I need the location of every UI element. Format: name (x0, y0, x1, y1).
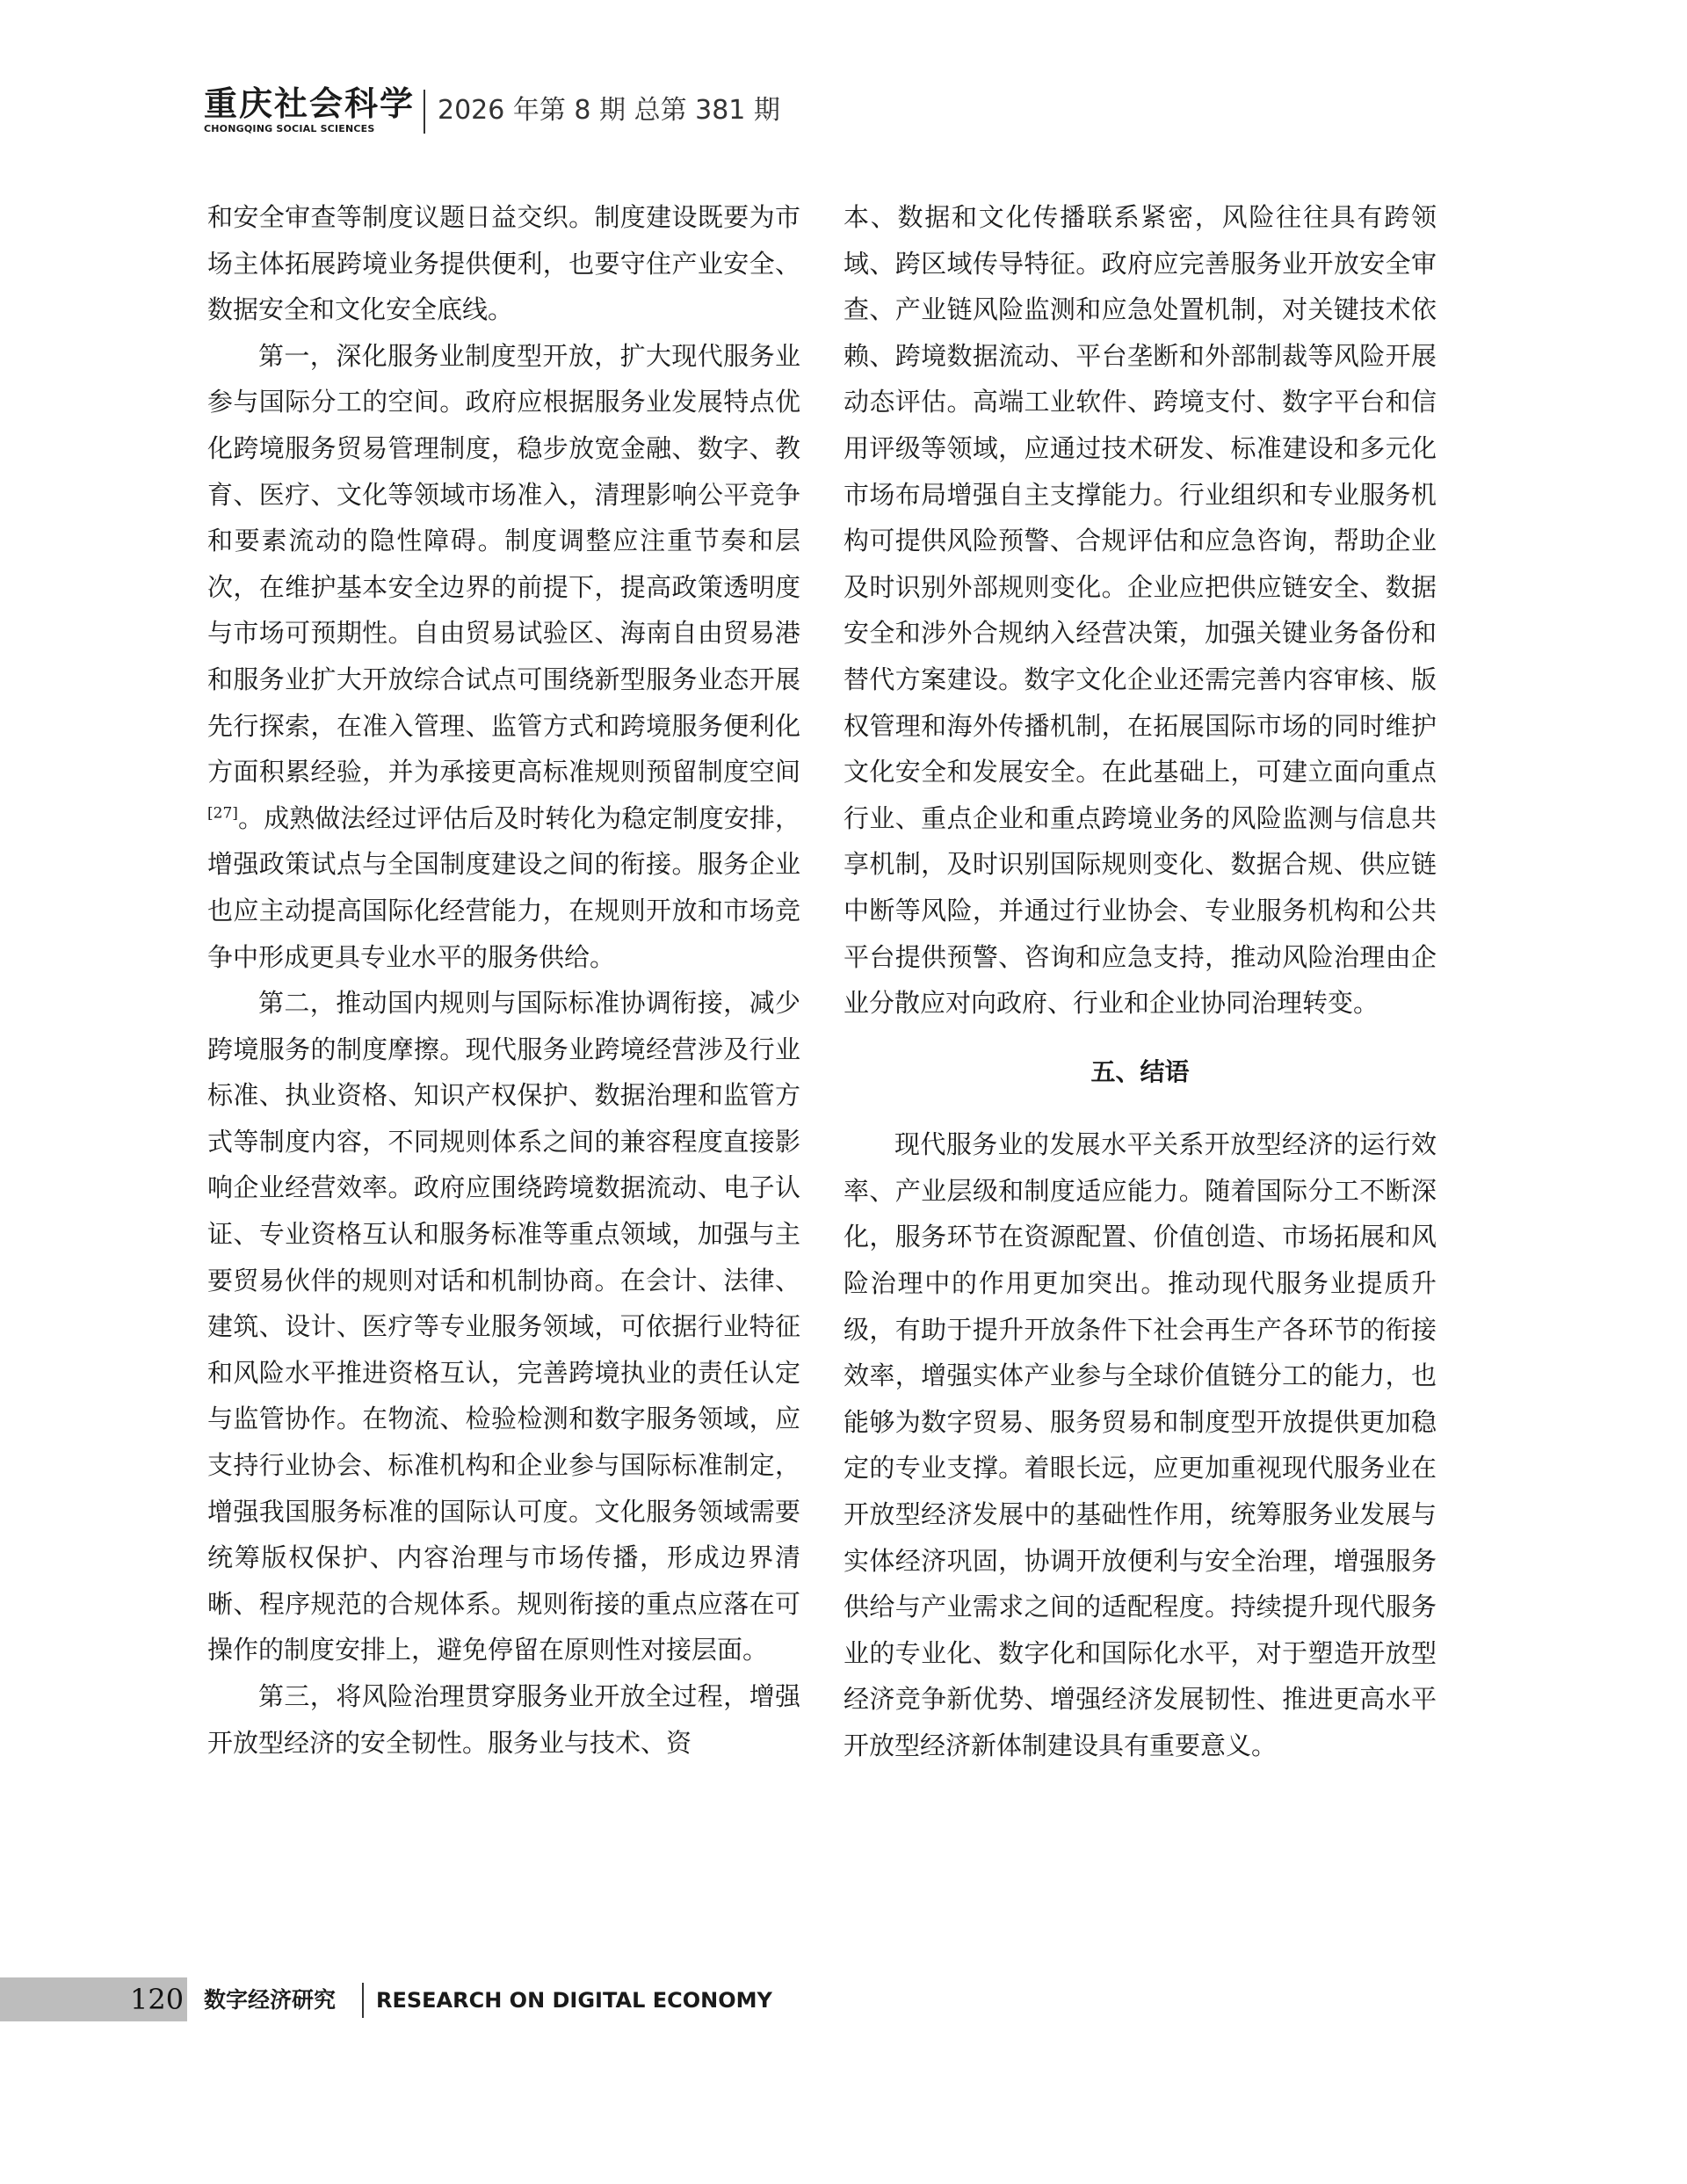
section-heading: 五、结语 (1090, 1056, 1190, 1086)
left-column (207, 194, 800, 1766)
paragraph-second-measure: 第二，推动国内规则与国际标准协调衔接，减少跨境服务的制度摩擦。现代服务业跨境经营涉及行业标准、执业资格、知识产权保护、数据治理和监管方式等制度内容，不同规则体系之间的兼容程度直接影响企业经营效率。政府应围绕跨境数据流动、电子认证、专业资格互认和服务标准等重点领域，加强与主要贸易伙伴的规则对话和机制协商。在会计、法律、建筑、设计、医疗等专业服务领域，可依据行业特征和风险水平推进资格互认，完善跨境执业的责任认定与监管协作。在物流、检验检测和数字服务领域，应支持行业协会、标准机构和企业参与国际标准制定，增强我国服务标准的国际认可度。文化服务领域需要统筹版权保护、内容治理与市场传播，形成边界清晰、程序规范的合规体系。规则衔接的重点应落在可操作的制度安排上，避免停留在原则性对接层面。 (207, 988, 800, 1665)
right-column (844, 194, 1437, 1769)
paragraph-first-measure (207, 333, 800, 980)
paragraph-conclusion: 现代服务业的发展水平关系开放型经济的运行效率、产业层级和制度适应能力。随着国际分工不断深化，服务环节在资源配置、价值创造、市场拓展和风险治理中的作用更加突出。推动现代服务业提质升级，有助于提升开放条件下社会再生产各环节的衔接效率，增强实体产业参与全球价值链分工的能力，也能够为数字贸易、服务贸易和制度型开放提供更加稳定的专业支撑。着眼长远，应更加重视现代服务业在开放型经济发展中的基础性作用，统筹服务业发展与实体经济巩固，协调开放便利与安全治理，增强服务供给与产业需求之间的适配程度。持续提升现代服务业的专业化、数字化和国际化水平，对于塑造开放型经济竞争新优势、增强经济发展韧性、推进更高水平开放型经济新体制建设具有重要意义。 (844, 1129, 1437, 1760)
journal-logo-cn: 重庆社会科学 (204, 83, 416, 123)
issue-info: 2026 年第 8 期 总第 381 期 (438, 95, 780, 126)
citation: [27] (207, 804, 238, 823)
paragraph: 本、数据和文化传播联系紧密，风险往往具有跨领域、跨区域传导特征。政府应完善服务业开放安全审查、产业链风险监测和应急处置机制，对关键技术依赖、跨境数据流动、平台垄断和外部制裁等风险开展动态评估。高端工业软件、跨境支付、数字平台和信用评级等领域，应通过技术研发、标准建设和多元化市场布局增强自主支撑能力。行业组织和专业服务机构可提供风险预警、合规评估和应急咨询，帮助企业及时识别外部规则变化。企业应把供应链安全、数据安全和涉外合规纳入经营决策，加强关键业务备份和替代方案建设。数字文化企业还需完善内容审核、版权管理和海外传播机制，在拓展国际市场的同时维护文化安全和发展安全。在此基础上，可建立面向重点行业、重点企业和重点跨境业务的风险监测与信息共享机制，及时识别国际规则变化、数据合规、供应链中断等风险，并通过行业协会、专业服务机构和公共平台提供预警、咨询和应急支持，推动风险治理由企业分散应对向政府、行业和企业协同治理转变。 (844, 202, 1437, 1019)
paragraph-text: 。成熟做法经过评估后及时转化为稳定制度安排，增强政策试点与全国制度建设之间的衔接。服务企业也应主动提高国际化经营能力，在规则开放和市场竞争中形成更具专业水平的服务供给。 (207, 802, 800, 972)
footer-journal-cn: 数字经济研究 (204, 1987, 337, 2013)
page-number: 120 (130, 1983, 185, 2016)
paragraph-third-measure: 第三，将风险治理贯穿服务业开放全过程，增强开放型经济的安全韧性。服务业与技术、资 (207, 1681, 800, 1758)
paragraph-text: 第一，深化服务业制度型开放，扩大现代服务业参与国际分工的空间。政府应根据服务业发展特点优化跨境服务贸易管理制度，稳步放宽金融、数字、教育、医疗、文化等领域市场准入，清理影响公平竞争和要素流动的隐性障碍。制度调整应注重节奏和层次，在维护基本安全边界的前提下，提高政策透明度与市场可预期性。自由贸易试验区、海南自由贸易港和服务业扩大开放综合试点可围绕新型服务业态开展先行探索，在准入管理、监管方式和跨境服务便利化方面积累经验，并为承接更高标准规则预留制度空间 (207, 340, 800, 787)
paragraph: 和安全审查等制度议题日益交织。制度建设既要为市场主体拓展跨境业务提供便利，也要守住产业安全、数据安全和文化安全底线。 (207, 202, 800, 325)
footer-divider (362, 1983, 364, 2018)
journal-logo-en: CHONGQING SOCIAL SCIENCES (204, 123, 375, 134)
footer-journal-en: RESEARCH ON DIGITAL ECONOMY (376, 1988, 772, 2013)
page-header (204, 84, 907, 137)
header-divider (424, 90, 425, 134)
